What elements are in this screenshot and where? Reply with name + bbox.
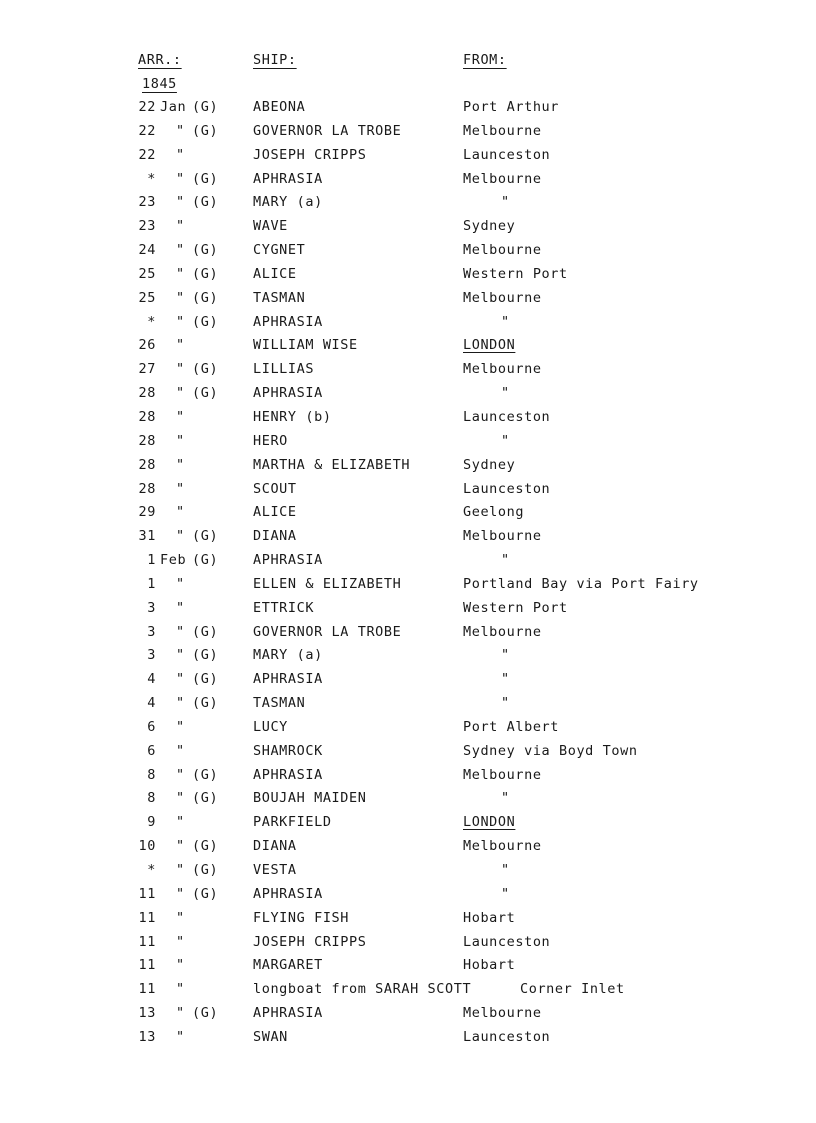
government-marker: (G) <box>192 1005 219 1022</box>
arrival-month: " <box>176 170 185 187</box>
departure-port: Melbourne <box>463 528 542 545</box>
arrival-row <box>0 886 816 910</box>
departure-port: Launceston <box>463 480 551 497</box>
arrival-row <box>0 528 816 552</box>
ship-name: APHRASIA <box>253 170 323 187</box>
ship-name: APHRASIA <box>253 385 323 402</box>
departure-port: Melbourne <box>463 122 542 139</box>
arrival-day: 3 <box>147 647 156 664</box>
year-heading: 1845 <box>142 76 177 92</box>
ship-name: TASMAN <box>253 695 306 712</box>
arrival-row <box>0 266 816 290</box>
arrival-row <box>0 600 816 624</box>
ship-name: DIANA <box>253 528 297 545</box>
departure-port: Portland Bay via Port Fairy <box>463 575 699 592</box>
government-marker: (G) <box>192 838 219 855</box>
departure-port: Hobart <box>463 957 516 974</box>
departure-port: " <box>501 695 510 712</box>
arrival-day: 28 <box>138 480 156 497</box>
departure-port: Hobart <box>463 909 516 926</box>
arrival-month: " <box>176 838 185 855</box>
ship-name: SHAMROCK <box>253 742 323 759</box>
government-marker: (G) <box>192 361 219 378</box>
arrival-month: " <box>176 790 185 807</box>
arrival-row <box>0 433 816 457</box>
arrival-day: 25 <box>138 289 156 306</box>
arrival-day: 23 <box>138 218 156 235</box>
arrival-row <box>0 814 816 838</box>
ship-name: APHRASIA <box>253 671 323 688</box>
arrival-day: * <box>147 313 156 330</box>
government-marker: (G) <box>192 122 219 139</box>
arrival-row <box>0 647 816 671</box>
arrival-month: " <box>176 671 185 688</box>
departure-port: Launceston <box>463 933 551 950</box>
arrival-day: 11 <box>138 981 156 998</box>
arrival-month: " <box>176 242 185 259</box>
departure-port: Melbourne <box>463 170 542 187</box>
departure-port: Melbourne <box>463 361 542 378</box>
arrival-day: 4 <box>147 671 156 688</box>
arrival-row <box>0 481 816 505</box>
departure-port: Melbourne <box>463 766 542 783</box>
arrival-row <box>0 671 816 695</box>
government-marker: (G) <box>192 647 219 664</box>
departure-port: " <box>501 385 510 402</box>
departure-port: Port Arthur <box>463 99 560 115</box>
arrival-day: 22 <box>138 99 156 115</box>
government-marker: (G) <box>192 766 219 783</box>
arrival-day: 28 <box>138 408 156 425</box>
arrival-month: " <box>176 218 185 235</box>
departure-port: Launceston <box>463 408 551 425</box>
arrival-day: 28 <box>138 456 156 473</box>
arrival-day: 22 <box>138 146 156 163</box>
arrival-month: " <box>176 504 185 521</box>
arrival-day: 10 <box>138 838 156 855</box>
departure-port: Melbourne <box>463 623 542 640</box>
arrival-row <box>0 910 816 934</box>
departure-port: LONDON <box>463 337 516 354</box>
ship-name: SWAN <box>253 1028 288 1045</box>
arrival-row <box>0 624 816 648</box>
ship-name: WAVE <box>253 218 288 235</box>
arrival-row <box>0 385 816 409</box>
ship-name: MARGARET <box>253 957 323 974</box>
ship-name: VESTA <box>253 862 297 878</box>
arrival-month: " <box>176 814 185 831</box>
arrivals-list <box>0 99 816 1053</box>
government-marker: (G) <box>192 170 219 187</box>
departure-port: Melbourne <box>463 289 542 306</box>
ship-name: longboat from SARAH SCOTT <box>253 981 472 998</box>
arrival-day: 28 <box>138 385 156 402</box>
arrival-month: " <box>176 456 185 473</box>
arrival-day: 3 <box>147 623 156 640</box>
arrival-month: " <box>176 361 185 378</box>
ship-name: APHRASIA <box>253 313 323 330</box>
government-marker: (G) <box>192 885 219 902</box>
ship-name: LILLIAS <box>253 361 315 378</box>
arrival-day: 8 <box>147 790 156 807</box>
ship-name: SCOUT <box>253 480 297 497</box>
arrival-row <box>0 337 816 361</box>
arrival-row <box>0 171 816 195</box>
ship-name: FLYING FISH <box>253 909 350 926</box>
departure-port: " <box>501 432 510 449</box>
ship-name: APHRASIA <box>253 552 323 569</box>
ship-name: ABEONA <box>253 99 306 115</box>
departure-port: " <box>501 885 510 902</box>
arrival-day: 4 <box>147 695 156 712</box>
arrival-month: " <box>176 981 185 998</box>
arrival-day: 13 <box>138 1005 156 1022</box>
arrival-row <box>0 695 816 719</box>
government-marker: (G) <box>192 242 219 259</box>
ship-name: LUCY <box>253 718 288 735</box>
government-marker: (G) <box>192 385 219 402</box>
government-marker: (G) <box>192 265 219 282</box>
arrival-day: * <box>147 170 156 187</box>
arrival-day: 27 <box>138 361 156 378</box>
arrival-row <box>0 194 816 218</box>
departure-port: Melbourne <box>463 838 542 855</box>
government-marker: (G) <box>192 695 219 712</box>
arrival-month: " <box>176 742 185 759</box>
departure-port: LONDON <box>463 814 516 831</box>
departure-port: Sydney <box>463 218 516 235</box>
ship-name: DIANA <box>253 838 297 855</box>
arrival-row <box>0 1029 816 1053</box>
arrival-day: 11 <box>138 933 156 950</box>
arrival-month: " <box>176 146 185 163</box>
arrival-month: Feb <box>160 552 187 569</box>
arrival-day: 8 <box>147 766 156 783</box>
arrival-row <box>0 981 816 1005</box>
arrival-day: 23 <box>138 194 156 211</box>
departure-port: " <box>501 790 510 807</box>
arrival-month: Jan <box>160 99 187 115</box>
arrival-row <box>0 719 816 743</box>
ship-name: MARTHA & ELIZABETH <box>253 456 411 473</box>
arrival-row <box>0 862 816 886</box>
arrival-month: " <box>176 194 185 211</box>
arrival-day: 11 <box>138 909 156 926</box>
ship-name: MARY (a) <box>253 647 323 664</box>
arrival-month: " <box>176 408 185 425</box>
arrival-row <box>0 934 816 958</box>
departure-port: Geelong <box>463 504 525 521</box>
arrival-month: " <box>176 122 185 139</box>
arrival-month: " <box>176 718 185 735</box>
ship-name: APHRASIA <box>253 1005 323 1022</box>
departure-port: Launceston <box>463 1028 551 1045</box>
arrival-month: " <box>176 885 185 902</box>
departure-port: Western Port <box>463 265 568 282</box>
government-marker: (G) <box>192 552 219 569</box>
departure-port: Western Port <box>463 599 568 616</box>
arrival-row <box>0 767 816 791</box>
arrival-month: " <box>176 313 185 330</box>
ship-name: GOVERNOR LA TROBE <box>253 623 402 640</box>
arrival-day: 6 <box>147 742 156 759</box>
arrival-month: " <box>176 766 185 783</box>
arrival-row <box>0 552 816 576</box>
departure-port: Corner Inlet <box>520 981 625 998</box>
arrival-row <box>0 123 816 147</box>
departure-port: Melbourne <box>463 242 542 259</box>
arrival-day: 29 <box>138 504 156 521</box>
departure-port: Port Albert <box>463 718 560 735</box>
ship-name: HERO <box>253 432 288 449</box>
departure-port: Sydney via Boyd Town <box>463 742 638 759</box>
arrival-day: 26 <box>138 337 156 354</box>
arrival-row <box>0 290 816 314</box>
ship-name: CYGNET <box>253 242 306 259</box>
ship-name: APHRASIA <box>253 885 323 902</box>
arrival-day: 3 <box>147 599 156 616</box>
arrival-month: " <box>176 623 185 640</box>
arrival-day: 1 <box>147 575 156 592</box>
government-marker: (G) <box>192 790 219 807</box>
departure-port: " <box>501 671 510 688</box>
arrival-month: " <box>176 933 185 950</box>
ship-name: MARY (a) <box>253 194 323 211</box>
arrival-month: " <box>176 695 185 712</box>
arrival-row <box>0 457 816 481</box>
arrival-row <box>0 743 816 767</box>
arrival-day: 24 <box>138 242 156 259</box>
ship-column-header: SHIP: <box>253 52 297 68</box>
ship-name: WILLIAM WISE <box>253 337 358 354</box>
arrival-row <box>0 99 816 123</box>
arrival-row <box>0 838 816 862</box>
ship-name: PARKFIELD <box>253 814 332 831</box>
ship-name: ALICE <box>253 504 297 521</box>
arrival-row <box>0 790 816 814</box>
arrival-month: " <box>176 575 185 592</box>
arrival-day: 13 <box>138 1028 156 1045</box>
government-marker: (G) <box>192 99 219 115</box>
government-marker: (G) <box>192 528 219 545</box>
government-marker: (G) <box>192 623 219 640</box>
ship-name: ETTRICK <box>253 599 315 616</box>
ship-name: BOUJAH MAIDEN <box>253 790 367 807</box>
arrival-month: " <box>176 265 185 282</box>
arrival-day: * <box>147 862 156 878</box>
arrival-day: 25 <box>138 265 156 282</box>
ship-name: APHRASIA <box>253 766 323 783</box>
departure-port: " <box>501 552 510 569</box>
ship-name: JOSEPH CRIPPS <box>253 933 367 950</box>
arrival-row <box>0 1005 816 1029</box>
arrival-day: 28 <box>138 432 156 449</box>
arrival-month: " <box>176 647 185 664</box>
arrival-month: " <box>176 432 185 449</box>
arrival-day: 6 <box>147 718 156 735</box>
arrival-row <box>0 314 816 338</box>
arrival-day: 11 <box>138 957 156 974</box>
arrival-month: " <box>176 1005 185 1022</box>
arrival-column-header: ARR.: <box>138 52 182 68</box>
arrival-month: " <box>176 1028 185 1045</box>
column-headers <box>0 52 816 72</box>
ship-name: ALICE <box>253 265 297 282</box>
arrival-month: " <box>176 957 185 974</box>
ship-name: HENRY (b) <box>253 408 332 425</box>
arrival-month: " <box>176 528 185 545</box>
arrival-row <box>0 957 816 981</box>
arrival-month: " <box>176 289 185 306</box>
arrival-row <box>0 242 816 266</box>
arrival-row <box>0 361 816 385</box>
arrival-month: " <box>176 480 185 497</box>
arrival-row <box>0 576 816 600</box>
ship-name: JOSEPH CRIPPS <box>253 146 367 163</box>
government-marker: (G) <box>192 194 219 211</box>
departure-port: Sydney <box>463 456 516 473</box>
arrival-day: 9 <box>147 814 156 831</box>
from-column-header: FROM: <box>463 52 507 68</box>
arrival-row <box>0 218 816 242</box>
government-marker: (G) <box>192 289 219 306</box>
arrival-day: 1 <box>147 552 156 569</box>
departure-port: " <box>501 647 510 664</box>
arrival-day: 22 <box>138 122 156 139</box>
arrival-month: " <box>176 385 185 402</box>
departure-port: " <box>501 194 510 211</box>
arrival-day: 31 <box>138 528 156 545</box>
ship-name: GOVERNOR LA TROBE <box>253 122 402 139</box>
departure-port: Launceston <box>463 146 551 163</box>
arrival-row <box>0 147 816 171</box>
ship-name: ELLEN & ELIZABETH <box>253 575 402 592</box>
arrival-month: " <box>176 337 185 354</box>
government-marker: (G) <box>192 313 219 330</box>
departure-port: Melbourne <box>463 1005 542 1022</box>
arrival-month: " <box>176 599 185 616</box>
arrival-month: " <box>176 909 185 926</box>
government-marker: (G) <box>192 671 219 688</box>
departure-port: " <box>501 862 510 878</box>
arrival-row <box>0 409 816 433</box>
government-marker: (G) <box>192 862 219 878</box>
arrival-month: " <box>176 862 185 878</box>
ship-name: TASMAN <box>253 289 306 306</box>
departure-port: " <box>501 313 510 330</box>
arrival-day: 11 <box>138 885 156 902</box>
arrival-row <box>0 504 816 528</box>
